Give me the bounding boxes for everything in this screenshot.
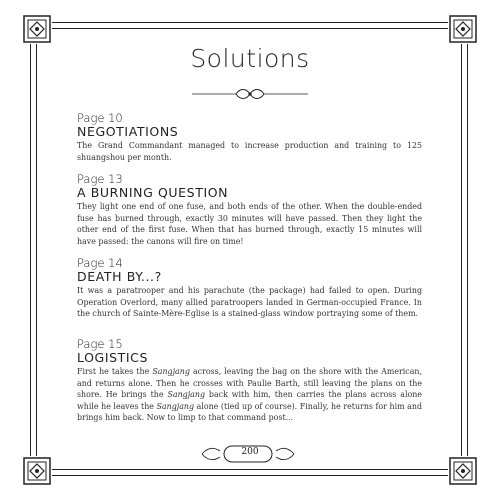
solution-section <box>77 173 422 247</box>
section-page-number: Page 14 <box>77 256 123 270</box>
solution-section <box>77 338 422 424</box>
section-text: They light one end of one fuse, and both ends of the other. When the double-ended fuse has burned through, exactly 30 minutes will have passed. Then they light the other end of the first fuse. When that has burned through, exactly 15 minutes will have passed: the canons will fire on time! <box>77 202 422 246</box>
corner-ornament-top-left <box>22 14 52 44</box>
section-page-number: Page 15 <box>77 337 123 351</box>
section-text: It was a paratrooper and his parachute (the package) had failed to open. During Operation Overlord, many allied paratroopers landed in German-occupied France. In the church of Sainte-Mère-Eglise is a stained-glass window portraying some of them. <box>77 286 422 319</box>
solution-section <box>77 112 422 163</box>
section-text: The Grand Commandant managed to increase production and training to 125 shuangshou per month. <box>77 141 422 162</box>
section-heading: A BURNING QUESTION <box>77 185 229 200</box>
corner-ornament-bottom-left <box>22 456 52 486</box>
section-heading: DEATH BY...? <box>77 269 162 284</box>
corner-ornament-top-right <box>448 14 478 44</box>
solution-section <box>77 257 422 320</box>
title-divider-ornament <box>0 86 500 102</box>
page-number: 200 <box>241 447 259 457</box>
section-heading: LOGISTICS <box>77 350 149 365</box>
section-heading: NEGOTIATIONS <box>77 124 179 139</box>
section-page-number: Page 10 <box>77 111 123 125</box>
corner-ornament-bottom-right <box>448 456 478 486</box>
page-title: Solutions <box>190 44 310 73</box>
section-page-number: Page 13 <box>77 172 123 186</box>
section-text: First he takes the Sangjang across, leaving the bag on the shore with the American, and returns alone. Then he crosses with Paulie Barth, still leaving the plans on the shore. He brings the Sangjang back with him, then carries the plans across alone while he leaves the Sangjang alone (tied up of course). Finally, he returns for him and brings him back. Now to limp to that command post... <box>77 367 423 423</box>
